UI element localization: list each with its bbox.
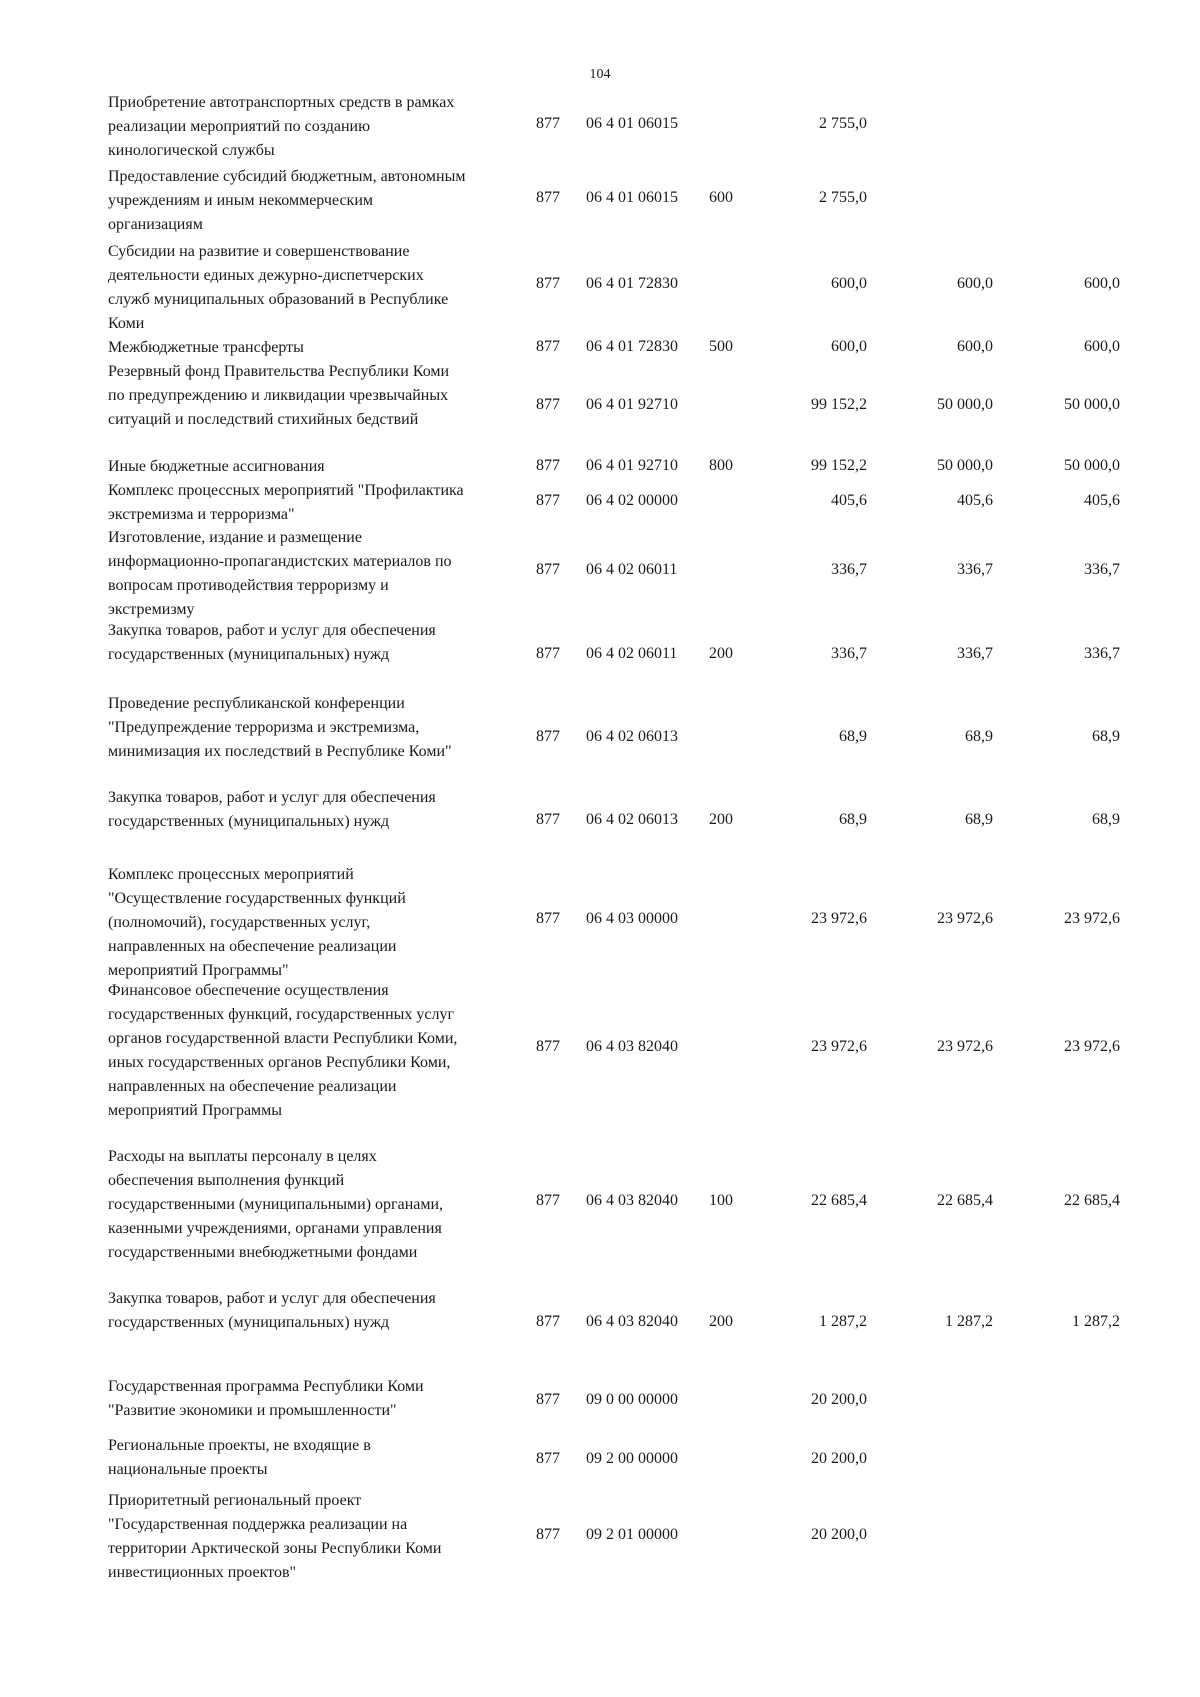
row-target-code: 06 4 02 06013 xyxy=(586,728,678,745)
table-row xyxy=(0,360,1200,450)
row-admin-code: 877 xyxy=(536,457,560,474)
row-admin-code: 877 xyxy=(536,728,560,745)
row-target-code: 06 4 02 00000 xyxy=(586,492,678,509)
row-name: Резервный фонд Правительства Республики Коми по предупреждению и ликвидации чрезвычайных ситуаций и последствий стихийных бедствий xyxy=(108,363,450,428)
row-value-3: 50 000,0 xyxy=(1064,457,1120,474)
row-value-1: 1 287,2 xyxy=(819,1313,867,1330)
row-value-3: 50 000,0 xyxy=(1064,396,1120,413)
row-value-2: 22 685,4 xyxy=(937,1192,993,1209)
row-value-3: 336,7 xyxy=(1084,561,1120,578)
row-admin-code: 877 xyxy=(536,275,560,292)
table-row xyxy=(0,1287,1200,1357)
row-value-3: 1 287,2 xyxy=(1072,1313,1120,1330)
row-value-1: 600,0 xyxy=(831,338,867,355)
row-value-3: 68,9 xyxy=(1092,728,1120,745)
row-admin-code: 877 xyxy=(536,1313,560,1330)
table-row xyxy=(0,1434,1200,1484)
row-expense-type: 200 xyxy=(709,1313,733,1330)
row-admin-code: 877 xyxy=(536,115,560,132)
row-admin-code: 877 xyxy=(536,492,560,509)
row-value-3: 600,0 xyxy=(1084,338,1120,355)
table-row xyxy=(0,1489,1200,1581)
row-value-1: 2 755,0 xyxy=(819,189,867,206)
row-value-1: 99 152,2 xyxy=(811,457,867,474)
table-row xyxy=(0,240,1200,332)
row-expense-type: 200 xyxy=(709,811,733,828)
table-row xyxy=(0,479,1200,523)
row-name: Комплекс процессных мероприятий "Профилактика экстремизма и терроризма" xyxy=(108,482,464,523)
row-target-code: 06 4 03 82040 xyxy=(586,1038,678,1055)
row-name: Государственная программа Республики Коми "Развитие экономики и промышленности" xyxy=(108,1378,424,1419)
row-name: Закупка товаров, работ и услуг для обеспечения государственных (муниципальных) нужд xyxy=(108,789,436,830)
row-value-3: 405,6 xyxy=(1084,492,1120,509)
row-value-1: 23 972,6 xyxy=(811,910,867,927)
row-expense-type: 800 xyxy=(709,457,733,474)
row-value-2: 23 972,6 xyxy=(937,1038,993,1055)
row-admin-code: 877 xyxy=(536,189,560,206)
row-name: Предоставление субсидий бюджетным, автономным учреждениям и иным некоммерческим организациям xyxy=(108,168,466,233)
table-row xyxy=(0,979,1200,1119)
row-admin-code: 877 xyxy=(536,1192,560,1209)
row-target-code: 06 4 03 82040 xyxy=(586,1192,678,1209)
row-target-code: 06 4 01 72830 xyxy=(586,275,678,292)
row-name: Иные бюджетные ассигнования xyxy=(108,458,325,475)
table-row xyxy=(0,91,1200,157)
row-name: Субсидии на развитие и совершенствование деятельности единых дежурно-диспетчерских служб муниципальных образований в Республике Коми xyxy=(108,243,449,332)
row-name: Закупка товаров, работ и услуг для обеспечения государственных (муниципальных) нужд xyxy=(108,622,436,663)
row-value-1: 68,9 xyxy=(839,811,867,828)
row-name: Межбюджетные трансферты xyxy=(108,339,304,356)
row-name: Финансовое обеспечение осуществления государственных функций, государственных услуг органов государственной власти Республики Коми, иных государственных органов Республики Коми, направленных на обеспечение реализации мероприятий Программы xyxy=(108,982,458,1119)
row-admin-code: 877 xyxy=(536,1450,560,1467)
row-value-1: 20 200,0 xyxy=(811,1391,867,1408)
row-value-1: 23 972,6 xyxy=(811,1038,867,1055)
row-admin-code: 877 xyxy=(536,1038,560,1055)
table-row xyxy=(0,619,1200,689)
row-value-2: 68,9 xyxy=(965,728,993,745)
row-value-2: 50 000,0 xyxy=(937,457,993,474)
row-name: Комплекс процессных мероприятий "Осуществление государственных функций (полномочий), государственных услуг, направленных на обеспечение реализации мероприятий Программы" xyxy=(108,866,406,979)
row-value-2: 336,7 xyxy=(957,645,993,662)
row-admin-code: 877 xyxy=(536,1526,560,1543)
table-row xyxy=(0,526,1200,618)
row-name: Изготовление, издание и размещение информационно-пропагандистских материалов по вопросам противодействия терроризму и экстремизму xyxy=(108,529,452,618)
row-admin-code: 877 xyxy=(536,338,560,355)
row-name: Региональные проекты, не входящие в национальные проекты xyxy=(108,1437,371,1478)
row-target-code: 06 4 02 06011 xyxy=(586,645,678,662)
row-target-code: 06 4 01 92710 xyxy=(586,457,678,474)
table-row xyxy=(0,1145,1200,1261)
row-value-1: 22 685,4 xyxy=(811,1192,867,1209)
row-value-1: 405,6 xyxy=(831,492,867,509)
row-value-2: 600,0 xyxy=(957,338,993,355)
row-value-2: 336,7 xyxy=(957,561,993,578)
row-target-code: 06 4 01 72830 xyxy=(586,338,678,355)
page-number: 104 xyxy=(589,67,611,82)
row-value-1: 600,0 xyxy=(831,275,867,292)
row-expense-type: 600 xyxy=(709,189,733,206)
row-name: Проведение республиканской конференции "Предупреждение терроризма и экстремизма, минимизация их последствий в Республике Коми" xyxy=(108,695,452,760)
row-value-1: 20 200,0 xyxy=(811,1526,867,1543)
table-row xyxy=(0,336,1200,358)
row-admin-code: 877 xyxy=(536,561,560,578)
row-value-1: 2 755,0 xyxy=(819,115,867,132)
row-admin-code: 877 xyxy=(536,811,560,828)
row-value-3: 336,7 xyxy=(1084,645,1120,662)
row-value-3: 23 972,6 xyxy=(1064,910,1120,927)
row-value-3: 23 972,6 xyxy=(1064,1038,1120,1055)
row-value-2: 600,0 xyxy=(957,275,993,292)
row-value-1: 336,7 xyxy=(831,561,867,578)
row-value-1: 68,9 xyxy=(839,728,867,745)
row-name: Приобретение автотранспортных средств в рамках реализации мероприятий по созданию кинологической службы xyxy=(108,94,455,159)
row-target-code: 06 4 02 06011 xyxy=(586,561,678,578)
table-row xyxy=(0,863,1200,979)
row-value-2: 68,9 xyxy=(965,811,993,828)
row-admin-code: 877 xyxy=(536,396,560,413)
row-expense-type: 500 xyxy=(709,338,733,355)
row-value-3: 600,0 xyxy=(1084,275,1120,292)
row-target-code: 06 4 03 00000 xyxy=(586,910,678,927)
table-row xyxy=(0,455,1200,477)
row-target-code: 06 4 01 06015 xyxy=(586,115,678,132)
row-value-1: 20 200,0 xyxy=(811,1450,867,1467)
table-row xyxy=(0,1375,1200,1425)
row-name: Приоритетный региональный проект "Государственная поддержка реализации на территории Арктической зоны Республики Коми инвестиционных проектов" xyxy=(108,1492,442,1581)
row-target-code: 06 4 01 06015 xyxy=(586,189,678,206)
row-value-3: 68,9 xyxy=(1092,811,1120,828)
table-row xyxy=(0,692,1200,782)
row-target-code: 06 4 03 82040 xyxy=(586,1313,678,1330)
row-expense-type: 100 xyxy=(709,1192,733,1209)
row-value-1: 99 152,2 xyxy=(811,396,867,413)
row-admin-code: 877 xyxy=(536,1391,560,1408)
row-name: Закупка товаров, работ и услуг для обеспечения государственных (муниципальных) нужд xyxy=(108,1290,436,1331)
row-target-code: 09 2 00 00000 xyxy=(586,1450,678,1467)
table-row xyxy=(0,786,1200,854)
row-value-2: 405,6 xyxy=(957,492,993,509)
row-value-1: 336,7 xyxy=(831,645,867,662)
row-target-code: 06 4 01 92710 xyxy=(586,396,678,413)
row-value-2: 23 972,6 xyxy=(937,910,993,927)
row-value-2: 50 000,0 xyxy=(937,396,993,413)
row-admin-code: 877 xyxy=(536,645,560,662)
row-value-3: 22 685,4 xyxy=(1064,1192,1120,1209)
table-row xyxy=(0,165,1200,231)
row-target-code: 09 2 01 00000 xyxy=(586,1526,678,1543)
row-expense-type: 200 xyxy=(709,645,733,662)
row-admin-code: 877 xyxy=(536,910,560,927)
row-value-2: 1 287,2 xyxy=(945,1313,993,1330)
row-name: Расходы на выплаты персоналу в целях обеспечения выполнения функций государственными (муниципальными) органами, казенными учреждениями, органами управления государственными внебюджетными фондами xyxy=(108,1148,444,1261)
row-target-code: 06 4 02 06013 xyxy=(586,811,678,828)
row-target-code: 09 0 00 00000 xyxy=(586,1391,678,1408)
